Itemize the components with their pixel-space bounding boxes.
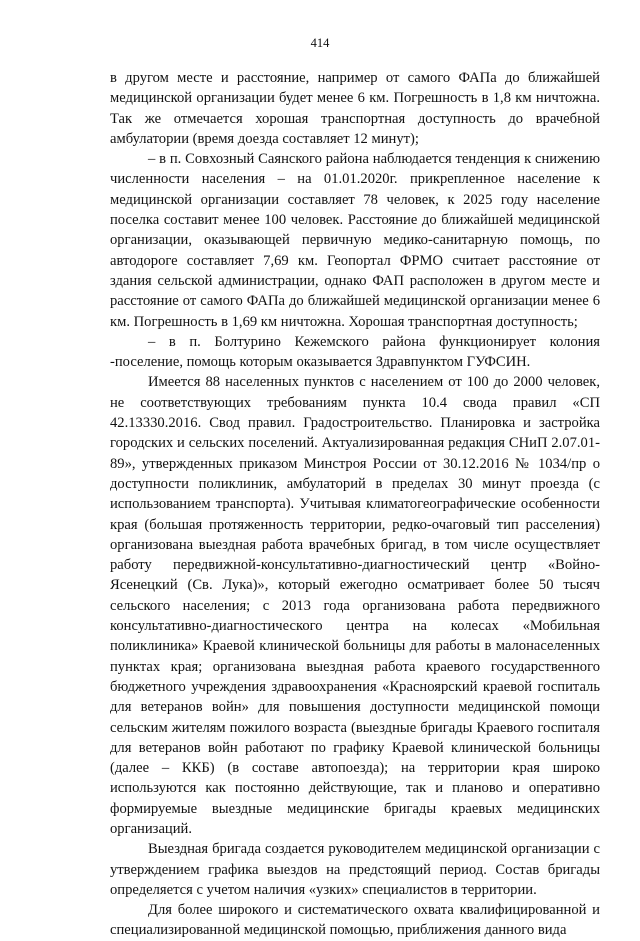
paragraph-mobile-brigade: Выездная бригада создается руководителем медицинской организации с утверждением графика выездов на предстоящий период. Состав бригады определяется с учетом наличия «узких» специалистов в территории.: [110, 841, 600, 898]
paragraph-bolturino: – в п. Болтурино Кежемского района функционирует колония -поселение, помощь которым оказывается Здравпунктом ГУФСИН.: [110, 333, 600, 371]
page-number: 414: [310, 36, 330, 50]
paragraph-settlements: Имеется 88 населенных пунктов с населением от 100 до 2000 человек, не соответствующих требованиям пункта 10.4 свода правил «СП 42.13330.2016. Свод правил. Градостроительство. Планировка и застройка городских и сельских поселений. Актуализированная редакция СНиП 2.07.01-89», утвержденных приказом Минстроя России от 30.12.2016 № 1034/пр о доступности поликлиник, амбулаторий в пределах 30 минут проезда (с использованием транспорта). Учитывая климатогеографические особенности края (большая протяженность территории, редко-очаговый тип расселения) организована выездная работа врачебных бригад, в том числе осуществляет работу передвижной-консультативно-диагностический центр «Войно-Ясенецкий (Св. Лука)», который ежегодно осматривает более 50 тысяч сельского населения; с 2013 года организована работа передвижного консультативно-диагностического центра на колесах «Мобильная поликлиника» Краевой клинической больницы для работы в малонаселенных пунктах края; организована выездная работа краевого государственного бюджетного учреждения здравоохранения «Красноярский краевой госпиталь для ветеранов войн» для повышения доступности медицинской помощи сельским жителям пожилого возраста (выездные бригады Краевого госпиталя для ветеранов войн работают по графику Краевой клинической больницы (далее – ККБ) (в составе автопоезда); на территории края широко используются как постоянно действующие, так и планово и оперативно формируемые выездные медицинские бригады краевых медицинских организаций.: [110, 374, 600, 837]
body-text: [110, 68, 600, 941]
paragraph-continuation: в другом месте и расстояние, например от самого ФАПа до ближайшей медицинской организации будет менее 6 км. Погрешность в 1,8 км ничтожна. Так же отмечается хорошая транспортная доступность до врачебной амбулатории (время доезда составляет 12 минут);: [110, 70, 600, 147]
paragraph-sovkhozny: – в п. Совхозный Саянского района наблюдается тенденция к снижению численности населения – на 01.01.2020г. прикрепленное население к медицинской организации составляет 78 человек, к 2025 году население поселка составит менее 100 человек. Расстояние до ближайшей медицинской организации, оказывающей первичную медико-санитарную помощь, по автодороге составляет 7,69 км. Геопортал ФРМО считает расстояние от здания сельской администрации, однако ФАП расположен в другом месте и расстояние от самого ФАПа до ближайшей медицинской организации менее 6 км. Погрешность в 1,69 км ничтожна. Хорошая транспортная доступность;: [110, 151, 600, 330]
paragraph-coverage: Для более широкого и систематического охвата квалифицированной и специализированной медицинской помощью, приближения данного вида: [110, 902, 600, 939]
